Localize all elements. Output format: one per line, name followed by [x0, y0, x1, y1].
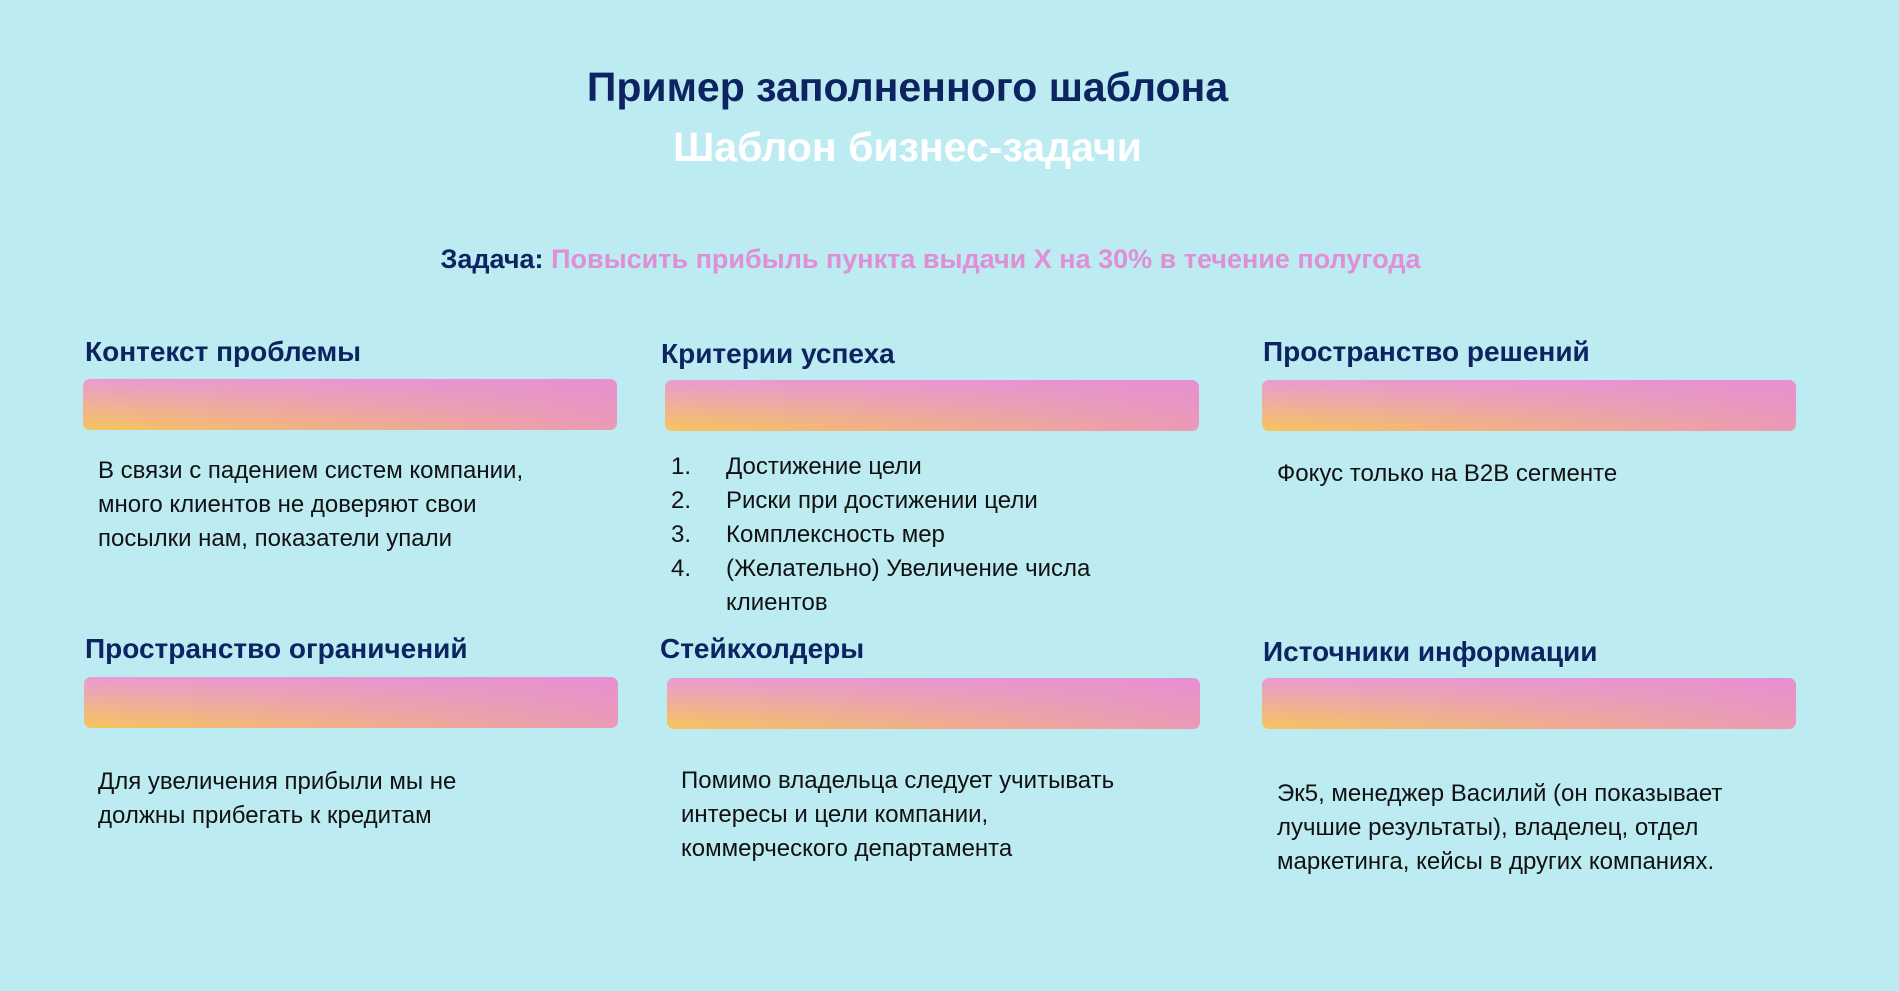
criteria-bar	[665, 380, 1199, 431]
constraints-bar	[84, 677, 618, 728]
criteria-heading: Критерии успеха	[661, 338, 895, 369]
list-item-number: 1.	[671, 453, 692, 480]
task-statement	[0, 244, 1861, 275]
stakeholders-bar	[667, 678, 1200, 729]
list-item-text: (Желательно) Увеличение числа клиентов	[726, 555, 1091, 616]
context-text: В связи с падением систем компании, много клиентов не доверяют свои посылки нам, показатели упали	[98, 457, 524, 552]
criteria-list	[671, 450, 1101, 620]
list-item-text: Комплексность мер	[726, 521, 945, 548]
stakeholders-text: Помимо владельца следует учитывать интересы и цели компании, коммерческого департамента	[681, 767, 1115, 862]
list-item-number: 2.	[671, 487, 692, 514]
list-item	[671, 484, 1101, 518]
context-heading: Контекст проблемы	[85, 336, 362, 367]
list-item-number: 4.	[671, 555, 692, 582]
list-item	[671, 450, 1101, 484]
sources-heading: Источники информации	[1263, 636, 1598, 667]
solutions-heading: Пространство решений	[1263, 336, 1590, 367]
sources-bar	[1262, 678, 1796, 729]
solutions-bar	[1262, 380, 1796, 431]
sources-text: Эк5, менеджер Василий (он показывает лучшие результаты), владелец, отдел маркетинга, кейсы в других компаниях.	[1277, 780, 1723, 875]
solutions-text: Фокус только на B2B сегменте	[1277, 460, 1618, 487]
constraints-text: Для увеличения прибыли мы не должны прибегать к кредитам	[98, 768, 457, 829]
page-subtitle: Шаблон бизнес-задачи	[673, 124, 1142, 170]
task-label: Задача:	[440, 244, 544, 274]
list-item-text: Достижение цели	[726, 453, 922, 480]
page-title: Пример заполненного шаблона	[586, 64, 1229, 110]
list-item	[671, 518, 1101, 552]
stakeholders-heading: Стейкхолдеры	[660, 633, 865, 664]
task-value: Повысить прибыль пункта выдачи X на 30% в течение полугода	[551, 244, 1421, 274]
list-item-number: 3.	[671, 521, 692, 548]
list-item-text: Риски при достижении цели	[726, 487, 1038, 514]
constraints-heading: Пространство ограничений	[85, 633, 468, 664]
list-item	[671, 552, 1101, 620]
context-bar	[83, 379, 617, 430]
